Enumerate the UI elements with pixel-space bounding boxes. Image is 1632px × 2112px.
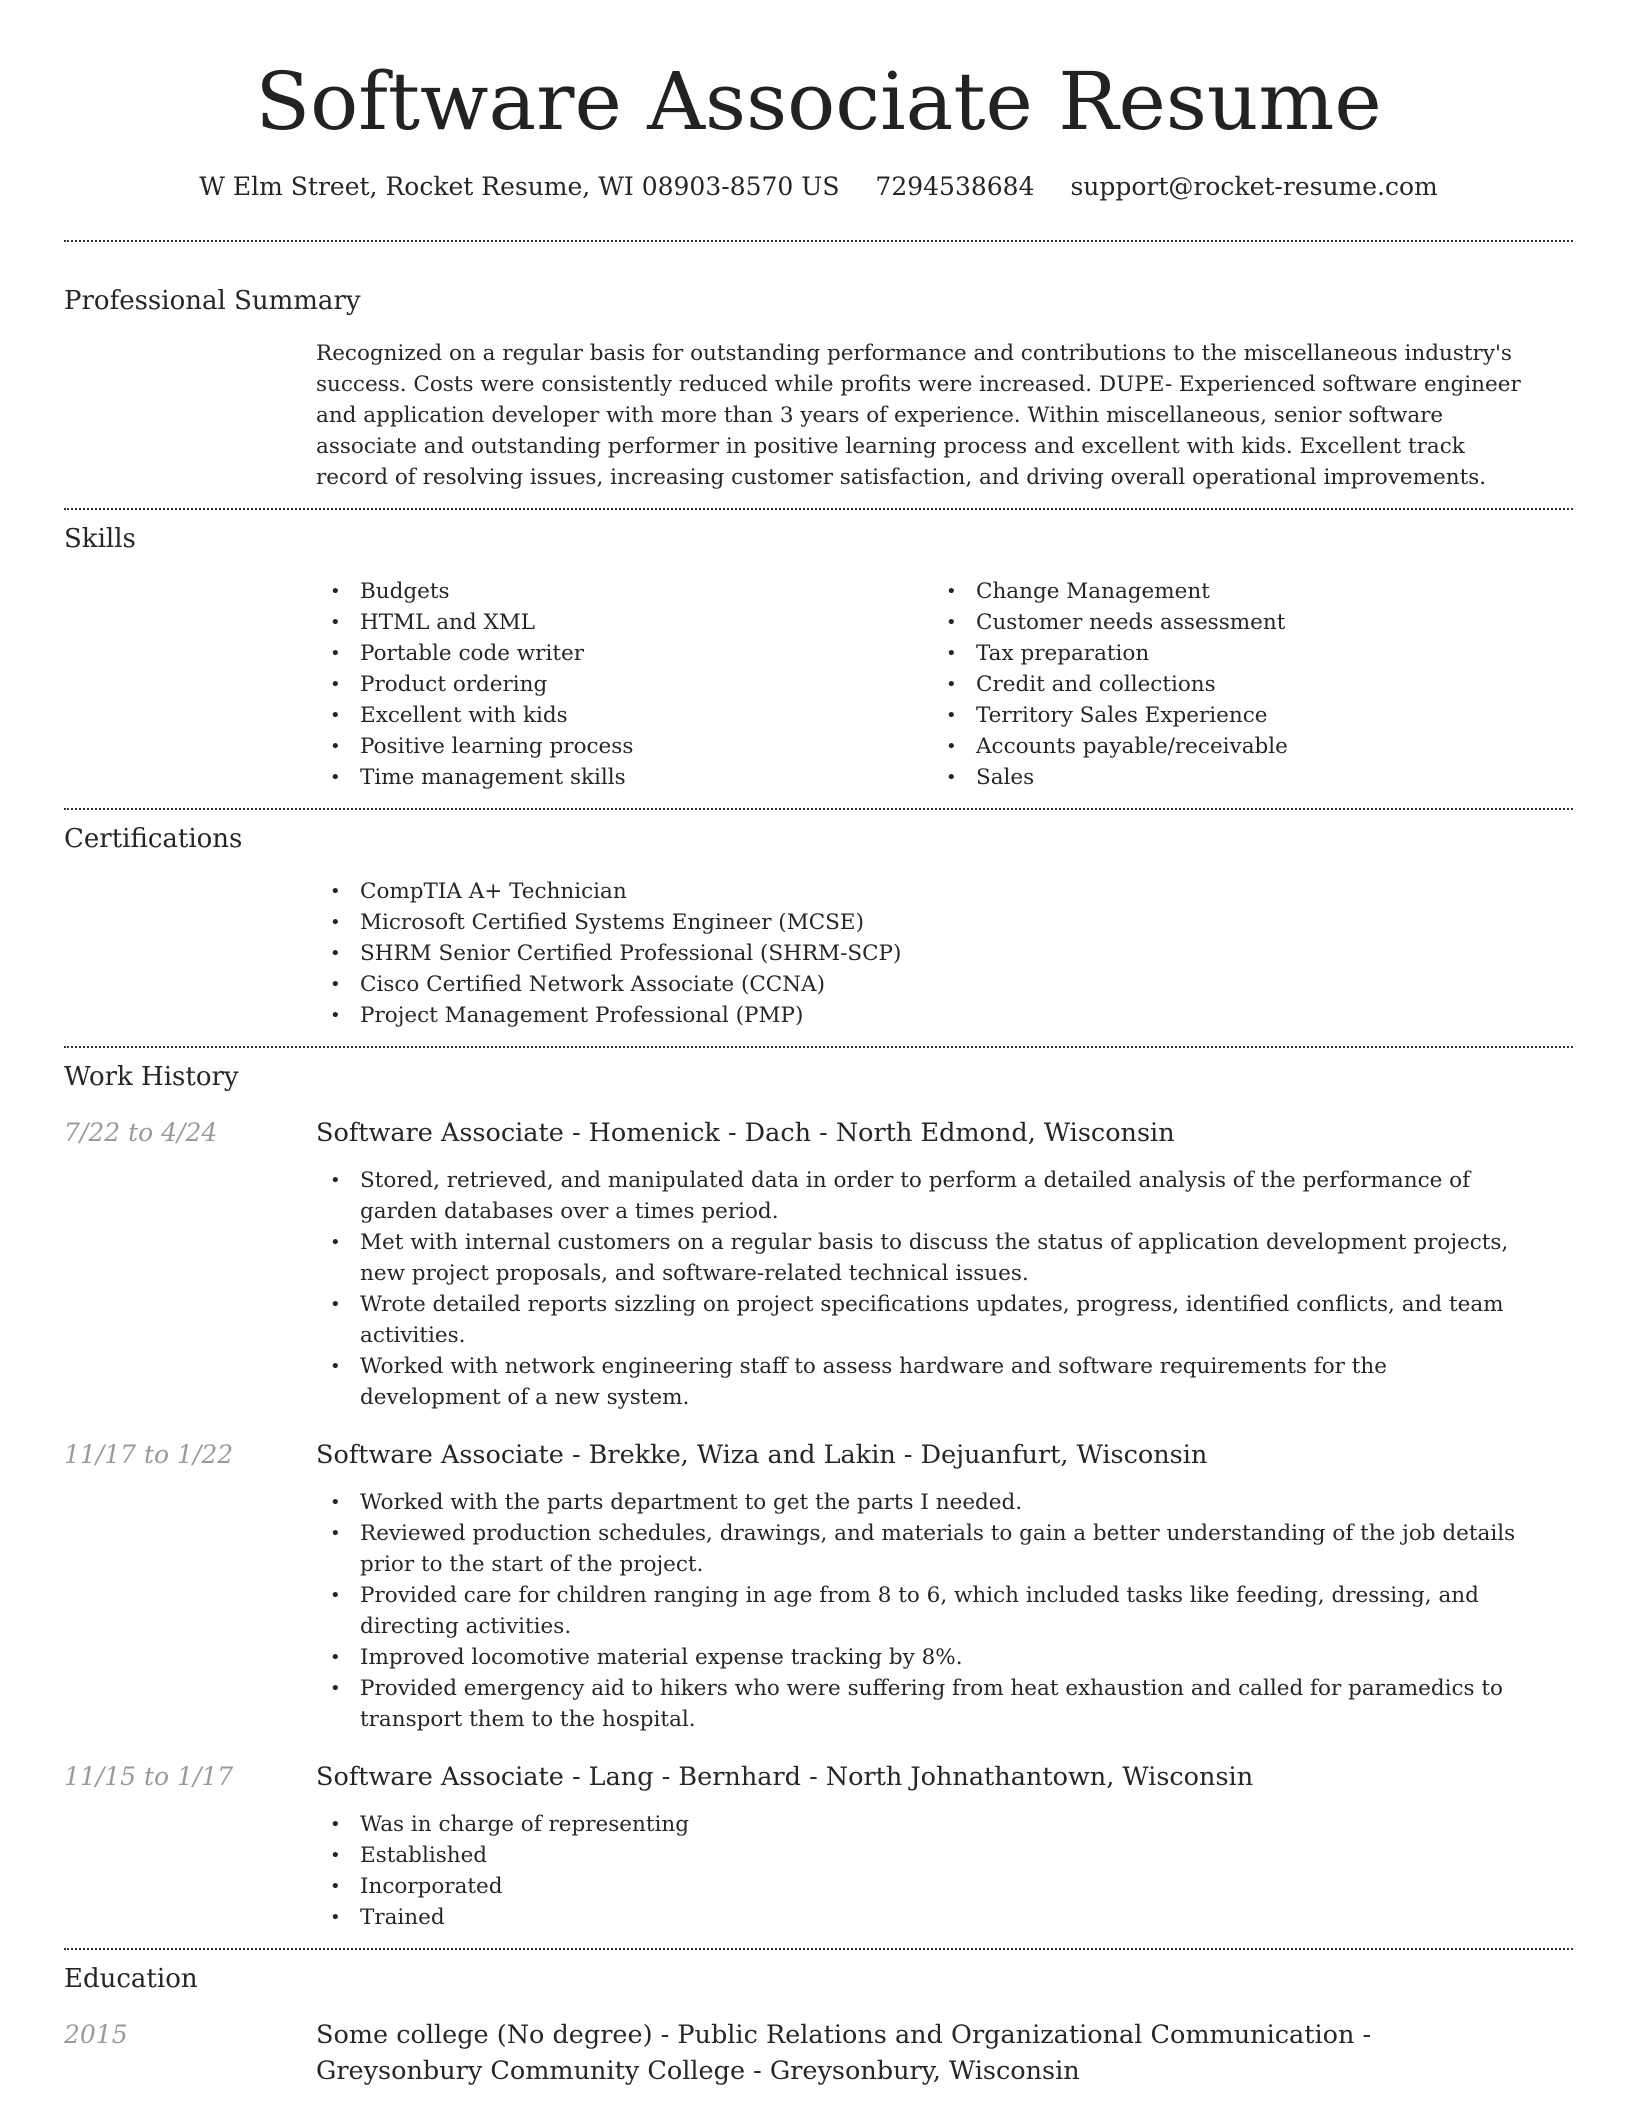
certifications-list [316,876,1573,1031]
skill-item: • Sales [932,762,1548,793]
divider [64,1948,1573,1950]
job-bullet: • Reviewed production schedules, drawings, and materials to gain a better understanding of the job details prior to the start of the project. [316,1518,1531,1580]
education-entry [64,2017,1573,2089]
job-bullet: • Was in charge of representing [316,1809,1531,1840]
education-heading: Education [64,1964,198,1994]
skill-item: • Tax preparation [932,638,1548,669]
education-year: 2015 [64,2020,128,2049]
job-entry [64,1437,1573,1735]
job-bullet: • Wrote detailed reports sizzling on project specifications updates, progress, identified conflicts, and team activities. [316,1289,1531,1351]
skill-item: • Positive learning process [316,731,932,762]
job-bullets [316,1487,1531,1735]
skill-item: • Portable code writer [316,638,932,669]
skills-list-left [316,576,932,793]
job-bullet: • Established [316,1840,1531,1871]
work-history-section [64,1059,1573,1933]
job-title: Software Associate - Homenick - Dach - North Edmond, Wisconsin [316,1118,1175,1148]
summary-section [64,283,1573,493]
skill-item: • Time management skills [316,762,932,793]
job-bullet: • Worked with the parts department to get the parts I needed. [316,1487,1531,1518]
job-bullet: • Stored, retrieved, and manipulated data in order to perform a detailed analysis of the performance of garden databases over a times period. [316,1165,1531,1227]
summary-heading: Professional Summary [64,286,361,316]
skill-item: • Credit and collections [932,669,1548,700]
job-dates: 7/22 to 4/24 [64,1118,218,1147]
job-bullets [316,1165,1531,1413]
job-dates: 11/15 to 1/17 [64,1762,234,1791]
certification-item: • Project Management Professional (PMP) [316,1000,1573,1031]
skill-item: • Change Management [932,576,1548,607]
job-entry [64,1115,1573,1413]
certification-item: • SHRM Senior Certified Professional (SHRM-SCP) [316,938,1573,969]
job-bullets [316,1809,1531,1933]
job-bullet: • Improved locomotive material expense tracking by 8%. [316,1642,1531,1673]
job-bullet: • Incorporated [316,1871,1531,1902]
job-bullet: • Trained [316,1902,1531,1933]
job-dates: 11/17 to 1/22 [64,1440,234,1469]
job-entry [64,1759,1573,1933]
summary-text: Recognized on a regular basis for outstanding performance and contributions to the miscellaneous industry's success. Costs were consistently reduced while profits were increased. DUPE- Experienced software engineer and application developer with more than 3 years of experience. Within miscellaneous, senior software associate and outstanding performer in positive learning process and excellent with kids. Excellent track record of resolving issues, increasing customer satisfaction, and driving overall operational improvements. [316,341,1521,490]
phone: 7294538684 [875,172,1035,201]
certification-item: • CompTIA A+ Technician [316,876,1573,907]
resume-title: Software Associate Resume [255,55,1382,148]
resume-page [64,0,1573,2089]
certification-item: • Microsoft Certified Systems Engineer (MCSE) [316,907,1573,938]
job-bullet: • Worked with network engineering staff to assess hardware and software requirements for the development of a new system. [316,1351,1531,1413]
certification-item: • Cisco Certified Network Associate (CCNA) [316,969,1573,1000]
divider [64,508,1573,510]
skill-item: • Customer needs assessment [932,607,1548,638]
job-title: Software Associate - Lang - Bernhard - North Johnathantown, Wisconsin [316,1762,1254,1792]
skill-item: • Budgets [316,576,932,607]
contact-line [64,170,1573,204]
divider [64,808,1573,810]
skills-columns [316,576,1573,793]
job-title: Software Associate - Brekke, Wiza and Lakin - Dejuanfurt, Wisconsin [316,1440,1208,1470]
certifications-heading: Certifications [64,824,243,854]
skill-item: • Product ordering [316,669,932,700]
skill-item: • Territory Sales Experience [932,700,1548,731]
education-section [64,1961,1573,2089]
education-degree: Some college (No degree) - Public Relations and Organizational Communication - Greysonbury Community College - Greysonbury, Wisconsin [316,2020,1372,2086]
skills-list-right [932,576,1548,793]
job-bullet: • Provided care for children ranging in age from 8 to 6, which included tasks like feeding, dressing, and directing activities. [316,1580,1531,1642]
work-history-heading: Work History [64,1062,239,1092]
divider [64,240,1573,242]
email: support@rocket-resume.com [1070,172,1438,201]
job-bullet: • Met with internal customers on a regular basis to discuss the status of application development projects, new project proposals, and software-related technical issues. [316,1227,1531,1289]
skills-heading: Skills [64,524,136,554]
certifications-section [64,821,1573,1031]
skill-item: • Excellent with kids [316,700,932,731]
divider [64,1046,1573,1048]
skill-item: • HTML and XML [316,607,932,638]
job-bullet: • Provided emergency aid to hikers who were suffering from heat exhaustion and called for paramedics to transport them to the hospital. [316,1673,1531,1735]
skills-section [64,521,1573,793]
address: W Elm Street, Rocket Resume, WI 08903-8570 US [199,172,840,201]
skill-item: • Accounts payable/receivable [932,731,1548,762]
